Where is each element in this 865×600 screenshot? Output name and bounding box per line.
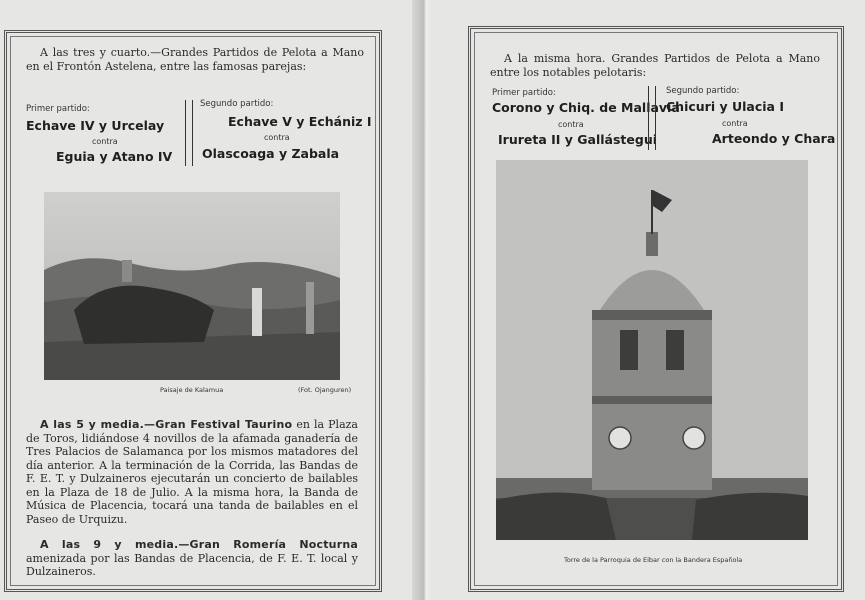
right-first-match-pair-a: Corono y Chiq. de Mallavia	[492, 100, 680, 115]
right-page	[430, 0, 865, 600]
right-first-match-label: Primer partido:	[492, 88, 556, 98]
intro-text: —Grandes Partidos de Pelota a Mano en el Frontón Astelena, entre las famosas parejas:	[26, 46, 365, 73]
right-second-match-label: Segundo partido:	[666, 86, 740, 96]
second-match-contra: contra	[264, 133, 290, 142]
right-second-match-contra: contra	[722, 119, 748, 128]
right-intro-paragraph: A la misma hora. Grandes Partidos de Pelota a Mano entre los notables pelotaris:	[490, 52, 820, 79]
right-second-match-pair-b: Arteondo y Chara	[712, 131, 836, 146]
festival-paragraph	[26, 418, 358, 526]
match-divider	[185, 100, 193, 166]
left-intro-paragraph	[26, 46, 364, 73]
right-first-match-pair-b: Irureta II y Gallástegui	[498, 132, 657, 147]
festival-time: A las 5 y media.	[40, 418, 145, 431]
romeria-title: —Gran Romería Nocturna	[178, 538, 358, 551]
second-match-label: Segundo partido:	[200, 99, 274, 109]
romeria-paragraph	[26, 538, 358, 579]
right-first-match-contra: contra	[558, 120, 584, 129]
first-match-pair-a: Echave IV y Urcelay	[26, 118, 165, 133]
festival-title: —Gran Festival Taurino	[144, 418, 293, 431]
tower-photo	[496, 160, 808, 540]
first-match-label: Primer partido:	[26, 104, 90, 114]
landscape-photo-caption: Paisaje de Kalamua	[160, 386, 224, 394]
romeria-text: amenizada por las Bandas de Placencia, de F. E. T. local y Dulzaineros.	[26, 551, 358, 578]
right-match-divider	[648, 86, 656, 150]
landscape-photo-credit: (Fot. Ojanguren)	[298, 386, 352, 394]
right-second-match-pair-a: Chicuri y Ulacia I	[666, 99, 784, 114]
festival-text: en la Plaza de Toros, lidiándose 4 novillos de la afamada ganadería de Tres Palacios de Salamanca por los mismos matadores del día anterior. A la terminación de la Corrida, las Bandas de F. E. T. y Dulzaineros ejecutarán un concierto de bailables en la Plaza de 18 de Julio. A la misma hora, la Banda de Música de Placencia, tocará una tanda de bailables en el Paseo de Urquizu.	[26, 418, 358, 526]
first-match-contra: contra	[92, 137, 118, 146]
second-match-pair-a: Echave V y Echániz I	[228, 114, 372, 129]
tower-photo-caption: Torre de la Parroquia de Eibar con la Bandera Española	[564, 556, 743, 564]
second-match-pair-b: Olascoaga y Zabala	[202, 146, 340, 161]
left-page	[0, 0, 420, 600]
intro-lead: A las tres y cuarto.	[40, 46, 151, 59]
romeria-time: A las 9 y media.	[40, 538, 179, 551]
first-match-pair-b: Eguia y Atano IV	[56, 149, 173, 164]
landscape-photo	[44, 192, 340, 380]
